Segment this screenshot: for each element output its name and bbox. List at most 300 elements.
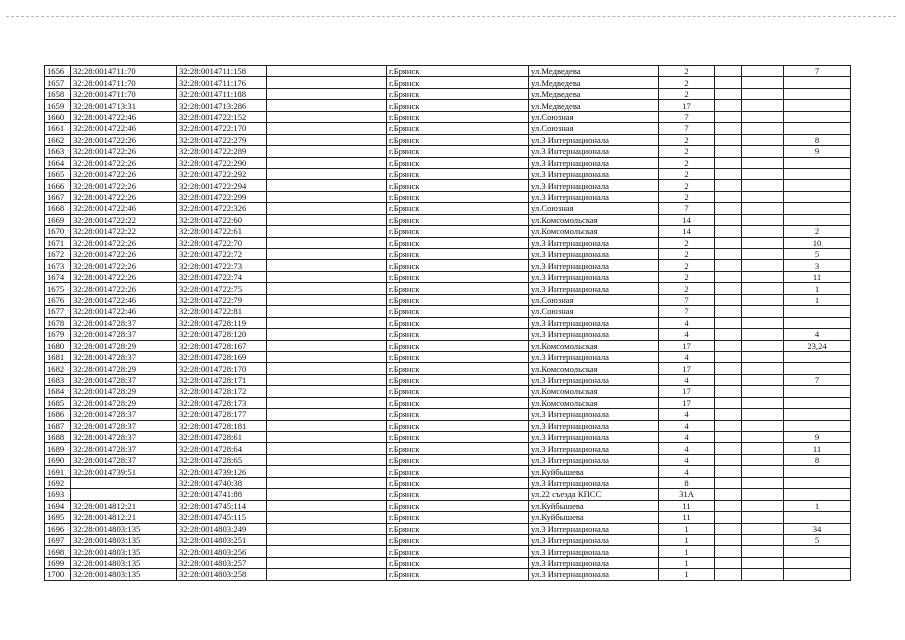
registry-rows [45, 66, 851, 581]
cell-city: г.Брянск [387, 340, 529, 351]
cell-quarter: 32:28:0014728:37 [71, 351, 177, 362]
cell-quarter: 32:28:0014728:29 [71, 386, 177, 397]
cell-num: 1688 [45, 432, 71, 443]
cell-cadastral: 32:28:0014803:251 [177, 534, 267, 545]
cell-blank2 [715, 443, 742, 454]
cell-extra [784, 363, 851, 374]
cell-street: ул.3 Интернационала [529, 157, 659, 168]
cell-cadastral: 32:28:0014713:286 [177, 100, 267, 111]
cell-cadastral: 32:28:0014722:289 [177, 146, 267, 157]
cell-blank2 [715, 271, 742, 282]
cell-blank3 [742, 214, 784, 225]
table-row [45, 294, 851, 305]
cell-blank2 [715, 569, 742, 580]
cell-city: г.Брянск [387, 100, 529, 111]
cell-extra [784, 397, 851, 408]
cell-house: 4 [659, 420, 715, 431]
cell-city: г.Брянск [387, 317, 529, 328]
cell-city: г.Брянск [387, 569, 529, 580]
cell-city: г.Брянск [387, 454, 529, 465]
table-row [45, 100, 851, 111]
cell-quarter: 32:28:0014722:46 [71, 111, 177, 122]
cell-blank1 [267, 420, 387, 431]
cell-num: 1664 [45, 157, 71, 168]
cell-blank1 [267, 191, 387, 202]
cell-blank3 [742, 294, 784, 305]
cell-cadastral: 32:28:0014722:299 [177, 191, 267, 202]
cell-street: ул.Союзная [529, 294, 659, 305]
cell-extra: 1 [784, 294, 851, 305]
table-row [45, 534, 851, 545]
cell-house: 4 [659, 329, 715, 340]
cell-house: 4 [659, 443, 715, 454]
cell-quarter: 32:28:0014728:37 [71, 409, 177, 420]
cell-blank3 [742, 432, 784, 443]
cell-blank3 [742, 317, 784, 328]
cell-blank3 [742, 569, 784, 580]
cell-quarter: 32:28:0014728:37 [71, 454, 177, 465]
cell-street: ул.3 Интернационала [529, 454, 659, 465]
scan-artifact-line [6, 16, 896, 19]
cell-city: г.Брянск [387, 420, 529, 431]
cell-city: г.Брянск [387, 557, 529, 568]
cell-num: 1663 [45, 146, 71, 157]
table-row [45, 489, 851, 500]
cell-house: 11 [659, 512, 715, 523]
cell-cadastral: 32:28:0014711:158 [177, 66, 267, 77]
cell-cadastral: 32:28:0014803:256 [177, 546, 267, 557]
cell-num: 1656 [45, 66, 71, 77]
cell-quarter: 32:28:0014722:26 [71, 191, 177, 202]
cell-city: г.Брянск [387, 66, 529, 77]
cell-blank2 [715, 397, 742, 408]
cell-cadastral: 32:28:0014722:170 [177, 123, 267, 134]
cell-cadastral: 32:28:0014722:294 [177, 180, 267, 191]
cell-blank3 [742, 191, 784, 202]
cell-blank2 [715, 146, 742, 157]
cell-num: 1682 [45, 363, 71, 374]
cell-quarter: 32:28:0014711:70 [71, 66, 177, 77]
cell-blank2 [715, 386, 742, 397]
cell-quarter: 32:28:0014711:70 [71, 77, 177, 88]
table-row [45, 226, 851, 237]
cell-city: г.Брянск [387, 363, 529, 374]
table-row [45, 420, 851, 431]
cell-extra: 34 [784, 523, 851, 534]
cell-street: ул.Медведева [529, 77, 659, 88]
cell-blank2 [715, 409, 742, 420]
cell-blank2 [715, 317, 742, 328]
cell-num: 1668 [45, 203, 71, 214]
table-row [45, 329, 851, 340]
table-row [45, 363, 851, 374]
cell-blank3 [742, 66, 784, 77]
cell-cadastral: 32:28:0014728:65 [177, 454, 267, 465]
cell-quarter: 32:28:0014722:46 [71, 123, 177, 134]
cell-extra [784, 569, 851, 580]
cell-quarter: 32:28:0014722:26 [71, 283, 177, 294]
cell-blank3 [742, 386, 784, 397]
cell-cadastral: 32:28:0014722:73 [177, 260, 267, 271]
cell-cadastral: 32:28:0014745:115 [177, 512, 267, 523]
cell-extra: 9 [784, 432, 851, 443]
cell-house: 4 [659, 466, 715, 477]
cell-house: 8 [659, 477, 715, 488]
cell-blank2 [715, 100, 742, 111]
cell-blank1 [267, 443, 387, 454]
cell-quarter: 32:28:0014739:51 [71, 466, 177, 477]
table-row [45, 134, 851, 145]
cell-blank3 [742, 203, 784, 214]
cell-street: ул.3 Интернационала [529, 409, 659, 420]
cell-street: ул.3 Интернационала [529, 168, 659, 179]
cell-house: 14 [659, 226, 715, 237]
cell-blank3 [742, 168, 784, 179]
cell-city: г.Брянск [387, 88, 529, 99]
cell-blank2 [715, 168, 742, 179]
table-row [45, 386, 851, 397]
cell-quarter: 32:28:0014722:46 [71, 203, 177, 214]
cell-num: 1670 [45, 226, 71, 237]
cell-blank2 [715, 363, 742, 374]
cell-city: г.Брянск [387, 157, 529, 168]
cell-blank2 [715, 534, 742, 545]
cell-house: 2 [659, 157, 715, 168]
cell-street: ул.3 Интернационала [529, 283, 659, 294]
cell-house: 4 [659, 374, 715, 385]
cell-cadastral: 32:28:0014722:70 [177, 237, 267, 248]
cell-blank2 [715, 512, 742, 523]
cell-extra: 2 [784, 226, 851, 237]
table-row [45, 523, 851, 534]
cell-quarter: 32:28:0014722:26 [71, 168, 177, 179]
cell-street: ул.3 Интернационала [529, 317, 659, 328]
cell-extra [784, 306, 851, 317]
table-row [45, 111, 851, 122]
cell-street: ул.3 Интернационала [529, 146, 659, 157]
cell-blank1 [267, 203, 387, 214]
table-row [45, 168, 851, 179]
cell-extra [784, 557, 851, 568]
cell-blank2 [715, 249, 742, 260]
cell-street: ул.3 Интернационала [529, 569, 659, 580]
cell-quarter: 32:28:0014803:135 [71, 569, 177, 580]
cell-house: 2 [659, 260, 715, 271]
cell-blank3 [742, 443, 784, 454]
cell-cadastral: 32:28:0014711:188 [177, 88, 267, 99]
cell-num: 1687 [45, 420, 71, 431]
cell-city: г.Брянск [387, 249, 529, 260]
cell-quarter: 32:28:0014722:26 [71, 180, 177, 191]
cell-city: г.Брянск [387, 260, 529, 271]
cell-street: ул.Медведева [529, 88, 659, 99]
cell-blank2 [715, 546, 742, 557]
cell-city: г.Брянск [387, 386, 529, 397]
cell-extra: 8 [784, 454, 851, 465]
table-row [45, 271, 851, 282]
cell-city: г.Брянск [387, 489, 529, 500]
cell-street: ул.3 Интернационала [529, 191, 659, 202]
cell-extra [784, 111, 851, 122]
cell-cadastral: 32:28:0014728:61 [177, 432, 267, 443]
cell-quarter: 32:28:0014728:37 [71, 317, 177, 328]
cell-street: ул.Союзная [529, 306, 659, 317]
cell-house: 2 [659, 146, 715, 157]
cell-city: г.Брянск [387, 432, 529, 443]
cell-street: ул.Куйбышева [529, 500, 659, 511]
cell-blank2 [715, 260, 742, 271]
cell-street: ул.Куйбышева [529, 512, 659, 523]
table-row [45, 157, 851, 168]
cell-blank1 [267, 397, 387, 408]
cell-num: 1671 [45, 237, 71, 248]
cell-city: г.Брянск [387, 180, 529, 191]
cell-blank1 [267, 523, 387, 534]
cell-blank2 [715, 111, 742, 122]
cell-quarter: 32:28:0014812:21 [71, 500, 177, 511]
cell-blank3 [742, 409, 784, 420]
cell-num: 1674 [45, 271, 71, 282]
cell-city: г.Брянск [387, 168, 529, 179]
cell-cadastral: 32:28:0014722:72 [177, 249, 267, 260]
cell-house: 11 [659, 500, 715, 511]
cell-blank1 [267, 157, 387, 168]
cell-street: ул.3 Интернационала [529, 180, 659, 191]
cell-street: ул.3 Интернационала [529, 432, 659, 443]
cell-house: 4 [659, 432, 715, 443]
cell-num: 1673 [45, 260, 71, 271]
cell-quarter: 32:28:0014728:29 [71, 397, 177, 408]
cell-blank1 [267, 123, 387, 134]
cell-cadastral: 32:28:0014711:176 [177, 77, 267, 88]
cell-street: ул.Медведева [529, 66, 659, 77]
cell-city: г.Брянск [387, 111, 529, 122]
cell-blank2 [715, 477, 742, 488]
cell-extra: 8 [784, 134, 851, 145]
cell-street: ул.3 Интернационала [529, 374, 659, 385]
cell-cadastral: 32:28:0014722:279 [177, 134, 267, 145]
cell-blank3 [742, 123, 784, 134]
cell-cadastral: 32:28:0014728:167 [177, 340, 267, 351]
cell-city: г.Брянск [387, 397, 529, 408]
cell-extra [784, 420, 851, 431]
cell-extra [784, 489, 851, 500]
cell-city: г.Брянск [387, 237, 529, 248]
cell-blank2 [715, 306, 742, 317]
cell-num: 1689 [45, 443, 71, 454]
cell-city: г.Брянск [387, 294, 529, 305]
cell-quarter: 32:28:0014728:29 [71, 340, 177, 351]
cell-blank2 [715, 134, 742, 145]
cell-cadastral: 32:28:0014803:257 [177, 557, 267, 568]
cell-blank3 [742, 146, 784, 157]
table-row [45, 477, 851, 488]
cell-blank1 [267, 180, 387, 191]
cell-num: 1676 [45, 294, 71, 305]
cell-blank3 [742, 500, 784, 511]
cell-cadastral: 32:28:0014728:173 [177, 397, 267, 408]
cell-blank1 [267, 363, 387, 374]
cell-house: 1 [659, 569, 715, 580]
cell-extra: 4 [784, 329, 851, 340]
table-row [45, 237, 851, 248]
cell-num: 1692 [45, 477, 71, 488]
cell-quarter: 32:28:0014722:26 [71, 146, 177, 157]
table-row [45, 557, 851, 568]
cell-quarter: 32:28:0014728:37 [71, 374, 177, 385]
cell-extra [784, 214, 851, 225]
cell-blank1 [267, 134, 387, 145]
cell-street: ул.3 Интернационала [529, 249, 659, 260]
cell-blank3 [742, 557, 784, 568]
cell-num: 1684 [45, 386, 71, 397]
cell-blank1 [267, 466, 387, 477]
cell-house: 2 [659, 180, 715, 191]
cell-blank3 [742, 237, 784, 248]
cell-blank2 [715, 329, 742, 340]
cell-blank3 [742, 306, 784, 317]
cell-house: 4 [659, 454, 715, 465]
cell-extra: 5 [784, 534, 851, 545]
cell-blank3 [742, 466, 784, 477]
cell-cadastral: 32:28:0014722:326 [177, 203, 267, 214]
cell-blank1 [267, 569, 387, 580]
cell-quarter: 32:28:0014728:29 [71, 363, 177, 374]
cell-street: ул.Куйбышева [529, 466, 659, 477]
cell-house: 2 [659, 168, 715, 179]
cell-cadastral: 32:28:0014728:171 [177, 374, 267, 385]
cell-blank3 [742, 100, 784, 111]
cell-street: ул.Союзная [529, 111, 659, 122]
cell-cadastral: 32:28:0014722:60 [177, 214, 267, 225]
cell-street: ул.Комсомольская [529, 386, 659, 397]
cell-house: 31А [659, 489, 715, 500]
cell-extra [784, 88, 851, 99]
cell-blank2 [715, 454, 742, 465]
cell-blank1 [267, 317, 387, 328]
cell-num: 1700 [45, 569, 71, 580]
cell-cadastral: 32:28:0014722:74 [177, 271, 267, 282]
cell-street: ул.3 Интернационала [529, 443, 659, 454]
cell-num: 1666 [45, 180, 71, 191]
cell-blank3 [742, 271, 784, 282]
cell-cadastral: 32:28:0014728:181 [177, 420, 267, 431]
cell-blank3 [742, 111, 784, 122]
cell-quarter: 32:28:0014713:31 [71, 100, 177, 111]
cell-num: 1680 [45, 340, 71, 351]
table-row [45, 214, 851, 225]
cell-house: 7 [659, 123, 715, 134]
cell-blank3 [742, 454, 784, 465]
cell-blank1 [267, 329, 387, 340]
cell-num: 1691 [45, 466, 71, 477]
table-row [45, 146, 851, 157]
cell-blank2 [715, 420, 742, 431]
table-row [45, 569, 851, 580]
cell-blank1 [267, 271, 387, 282]
cell-num: 1699 [45, 557, 71, 568]
cell-house: 17 [659, 340, 715, 351]
cell-blank3 [742, 363, 784, 374]
cell-house: 7 [659, 294, 715, 305]
cell-blank1 [267, 477, 387, 488]
cell-blank3 [742, 77, 784, 88]
cell-extra [784, 351, 851, 362]
cell-blank3 [742, 534, 784, 545]
table-row [45, 283, 851, 294]
table-row [45, 317, 851, 328]
cell-blank2 [715, 157, 742, 168]
cell-house: 7 [659, 203, 715, 214]
table-row [45, 66, 851, 77]
cell-house: 2 [659, 191, 715, 202]
cell-house: 1 [659, 546, 715, 557]
cell-street: ул.Союзная [529, 123, 659, 134]
cell-city: г.Брянск [387, 477, 529, 488]
cell-street: ул.Медведева [529, 100, 659, 111]
cell-street: ул.3 Интернационала [529, 557, 659, 568]
cell-city: г.Брянск [387, 351, 529, 362]
cell-blank1 [267, 454, 387, 465]
cell-blank2 [715, 557, 742, 568]
cell-cadastral: 32:28:0014722:290 [177, 157, 267, 168]
table-row [45, 409, 851, 420]
cell-blank1 [267, 77, 387, 88]
cell-quarter: 32:28:0014812:21 [71, 512, 177, 523]
cell-house: 2 [659, 88, 715, 99]
cell-num: 1698 [45, 546, 71, 557]
cell-street: ул.Комсомольская [529, 214, 659, 225]
cell-house: 2 [659, 249, 715, 260]
cell-city: г.Брянск [387, 271, 529, 282]
cell-num: 1669 [45, 214, 71, 225]
cell-extra: 1 [784, 283, 851, 294]
cell-street: ул.3 Интернационала [529, 546, 659, 557]
cell-num: 1685 [45, 397, 71, 408]
cell-street: ул.Союзная [529, 203, 659, 214]
cell-city: г.Брянск [387, 306, 529, 317]
cell-blank2 [715, 191, 742, 202]
cell-city: г.Брянск [387, 329, 529, 340]
cell-house: 4 [659, 409, 715, 420]
cell-extra [784, 180, 851, 191]
cell-blank1 [267, 351, 387, 362]
cell-blank3 [742, 249, 784, 260]
cell-city: г.Брянск [387, 466, 529, 477]
cell-blank2 [715, 489, 742, 500]
cell-house: 2 [659, 77, 715, 88]
cell-blank2 [715, 214, 742, 225]
cell-blank1 [267, 100, 387, 111]
cell-blank1 [267, 111, 387, 122]
cell-extra [784, 123, 851, 134]
cell-blank1 [267, 534, 387, 545]
cell-house: 1 [659, 557, 715, 568]
cell-num: 1658 [45, 88, 71, 99]
cell-quarter: 32:28:0014722:26 [71, 271, 177, 282]
table-row [45, 191, 851, 202]
cell-city: г.Брянск [387, 523, 529, 534]
cell-quarter: 32:28:0014728:37 [71, 329, 177, 340]
cell-num: 1697 [45, 534, 71, 545]
cell-quarter: 32:28:0014803:135 [71, 557, 177, 568]
cell-extra: 5 [784, 249, 851, 260]
cell-quarter: 32:28:0014722:46 [71, 294, 177, 305]
cell-blank3 [742, 180, 784, 191]
cell-cadastral: 32:28:0014728:119 [177, 317, 267, 328]
cell-blank2 [715, 180, 742, 191]
cell-extra: 7 [784, 66, 851, 77]
